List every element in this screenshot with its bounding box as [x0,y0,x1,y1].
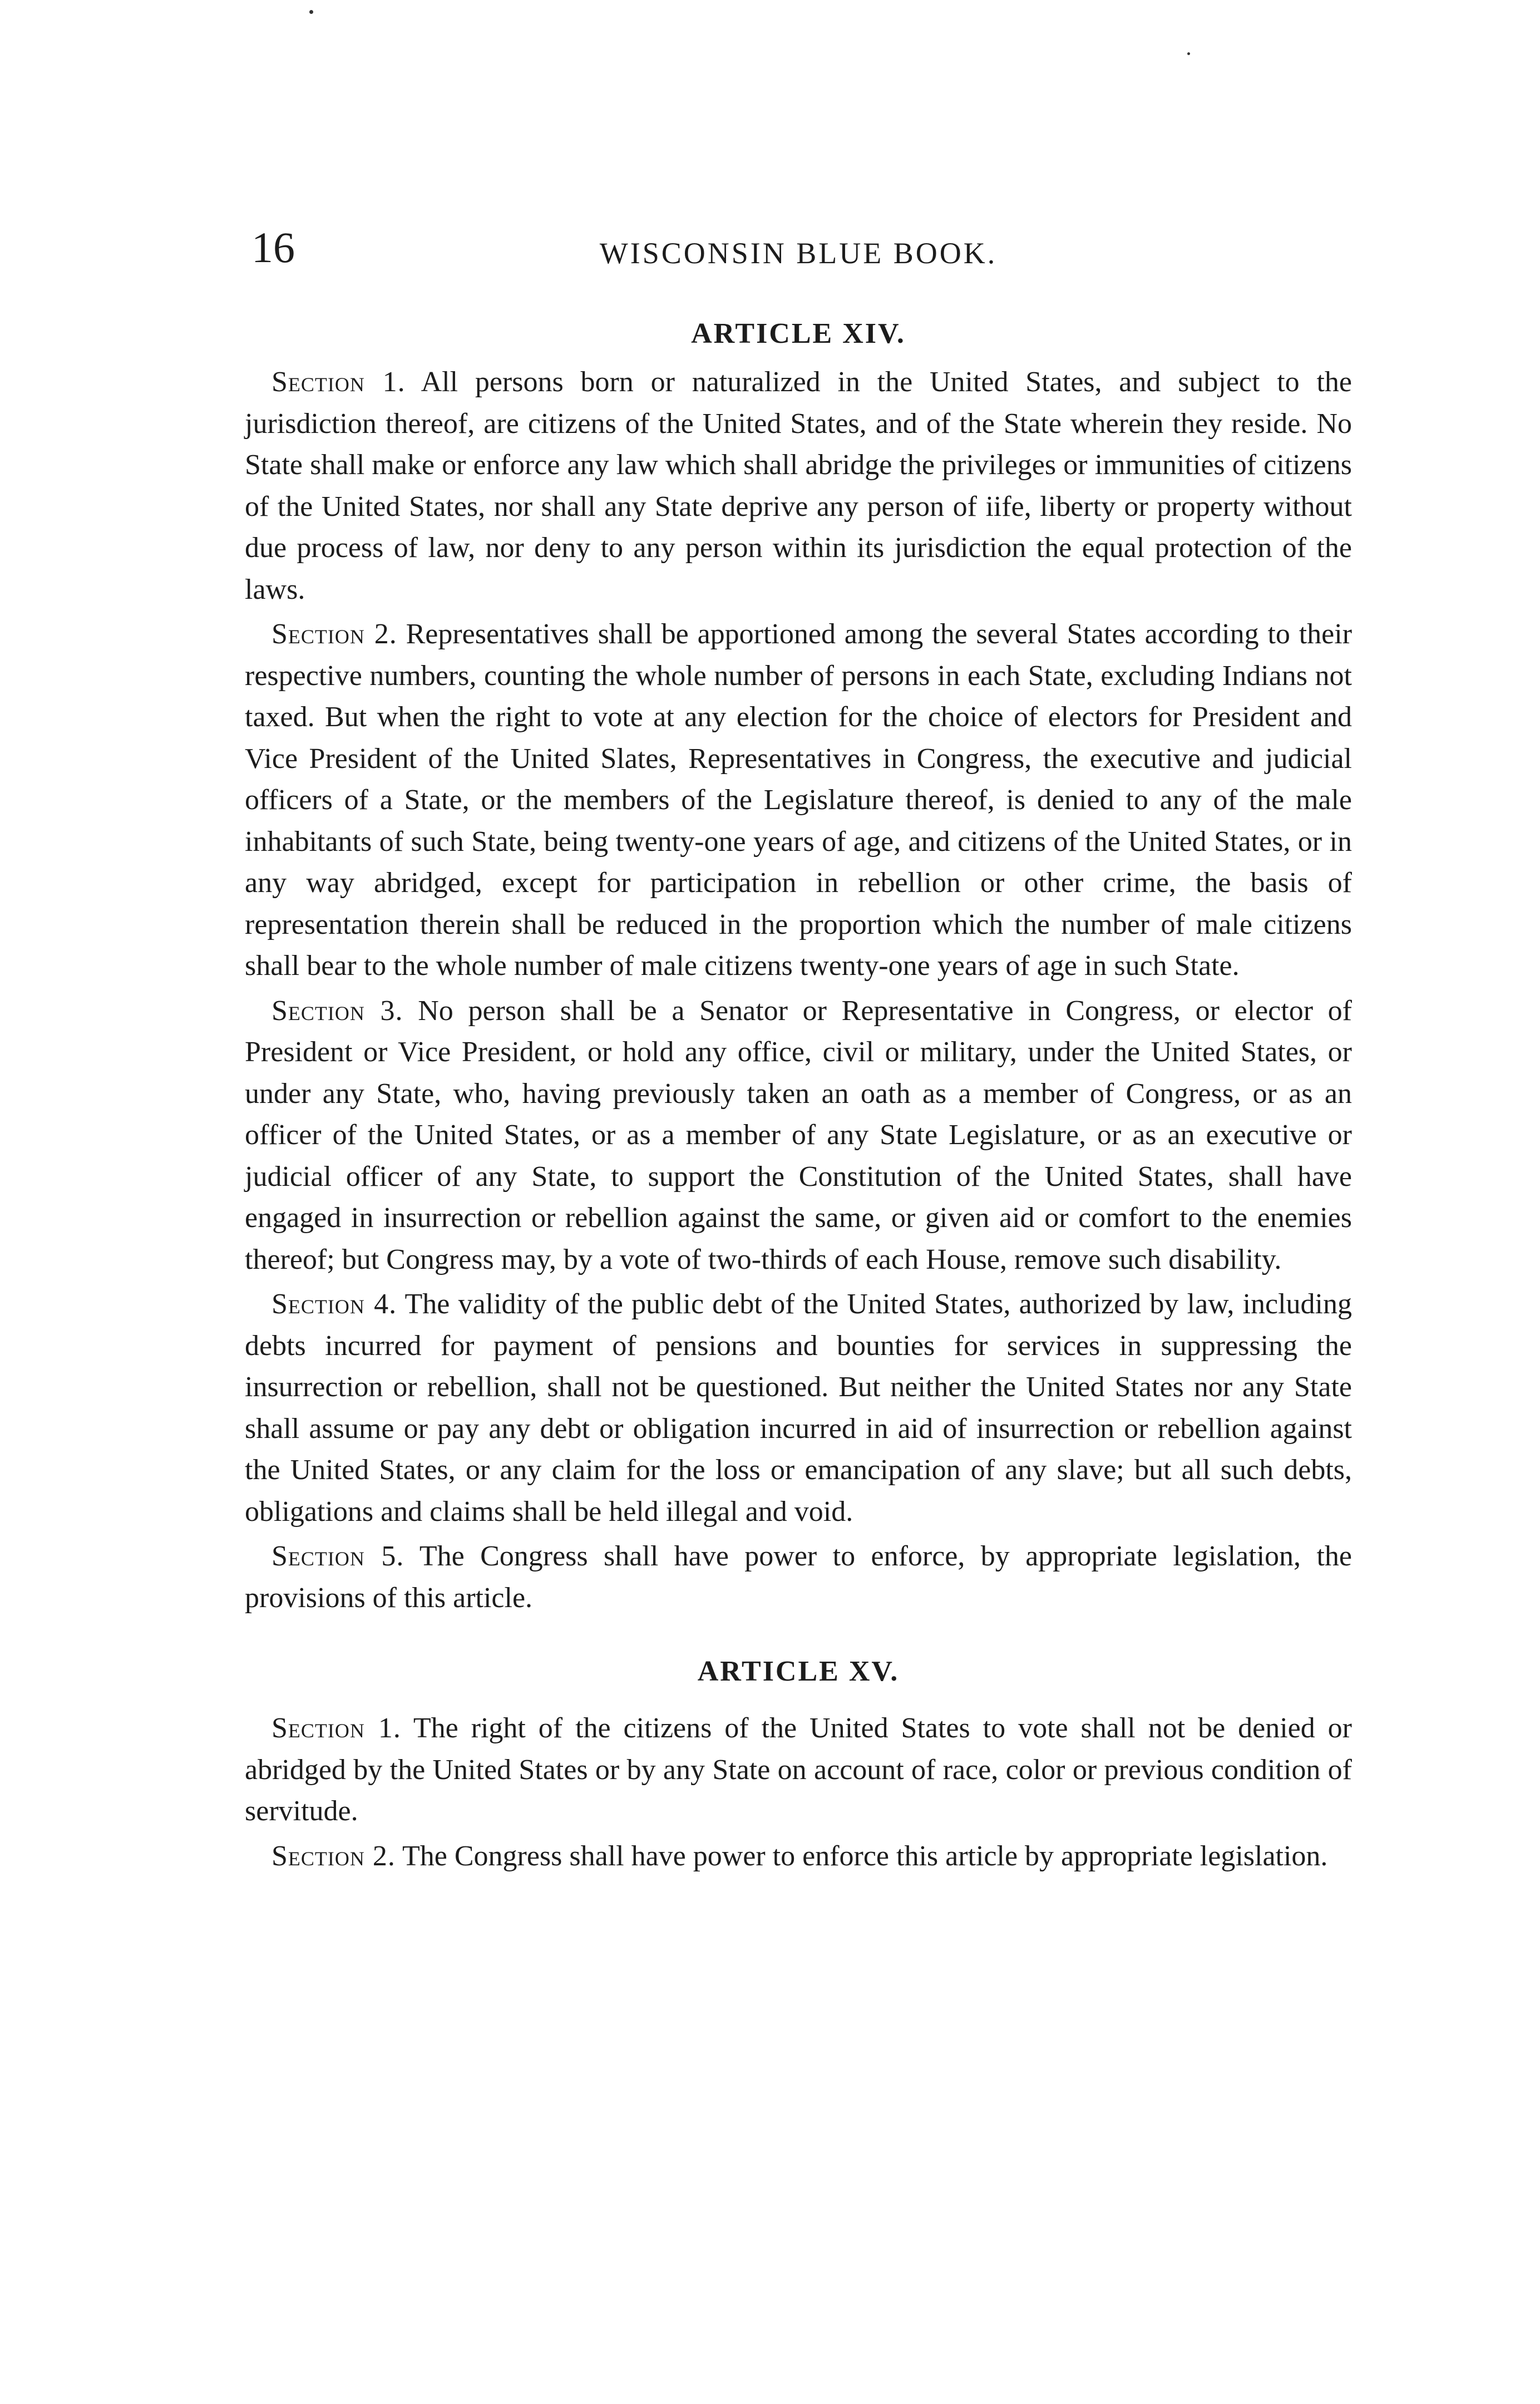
section-text: The validity of the public debt of the United States, authorized by law, including debts incurred for payment of pensions and bounties for services in suppressing the insurrection or rebellion, shall not be questioned. But neither the United States nor any State shall assume or pay any debt or obligation incurred in aid of insurrection or rebellion against the United States, or any claim for the loss or emancipation of any slave; but all such debts, obligations and claims shall be held illegal and void. [245,1288,1353,1528]
section-label: Section 2. [272,618,397,650]
article-xv [245,1649,1352,1877]
print-speck [1187,52,1190,55]
article-xiv [245,312,1352,1619]
section-text: No person shall be a Senator or Representative in Congress, or elector of President or Vice President, or hold any office, civil or military, under the United States, or under any State, who, having previously taken an oath as a member of Congress, or as an officer of the United States, or as a member of any State Legislature, or as an executive or judicial officer of any State, to support the Constitution of the United States, shall have engaged in insurrection or rebellion against the same, or given aid or comfort to the enemies thereof; but Congress may, by a vote of two-thirds of each House, remove such disability. [245,994,1352,1275]
section-label: Section 1. [272,1712,401,1744]
page-body [245,312,1352,1880]
section-text: The Congress shall have power to enforce this article by appropriate legislation. [402,1840,1328,1872]
section-text: All persons born or naturalized in the United States, and subject to the jurisdiction thereof, are citizens of the United States, and of the State wherein they reside. No State shall make or enforce any law which shall abridge the privileges or immunities of citizens of the United States, nor shall any State deprive any person of iife, liberty or property without due process of law, nor deny to any person within its jurisdiction the equal protection of the laws. [245,366,1352,605]
article-heading: ARTICLE XIV. [691,318,906,349]
article-xv-section-2 [245,1836,1352,1878]
article-xiv-section-5 [245,1536,1352,1619]
article-xiv-section-4 [245,1284,1352,1533]
section-label: Section 4. [272,1288,397,1320]
section-label: Section 5. [272,1540,404,1572]
section-text: Representatives shall be apportioned among the several States according to their respective numbers, counting the whole number of persons in each State, excluding Indians not taxed. But when the right to vote at any election for the choice of electors for President and Vice President of the United Slates, Representatives in Congress, the executive and judicial officers of a State, or the members of the Legislature thereof, is denied to any of the male inhabitants of such State, being twenty-one years of age, and citizens of the United States, or in any way abridged, except for participation in rebellion or other crime, the basis of representation therein shall be reduced in the proportion which the number of male citizens shall bear to the whole number of male citizens twenty-one years of age in such State. [245,618,1353,982]
section-label: Section 2. [272,1840,396,1872]
article-xv-section-1 [245,1708,1352,1832]
print-speck [309,10,313,14]
section-text: The right of the citizens of the United States to vote shall not be denied or abridged by the United States or by any State on account of race, color or previous condition of servitude. [245,1712,1352,1827]
section-label: Section 1. [272,366,406,398]
running-title: WISCONSIN BLUE BOOK. [599,237,998,270]
article-xiv-section-1 [245,362,1352,610]
article-heading: ARTICLE XV. [697,1656,900,1687]
section-label: Section 3. [272,994,403,1027]
article-xiv-section-2 [245,614,1352,987]
page-number: 16 [251,223,295,272]
section-text: The Congress shall have power to enforce, by appropriate legislation, the provisions of this article. [245,1540,1352,1614]
page-header [245,220,1352,287]
article-xiv-section-3 [245,991,1352,1281]
